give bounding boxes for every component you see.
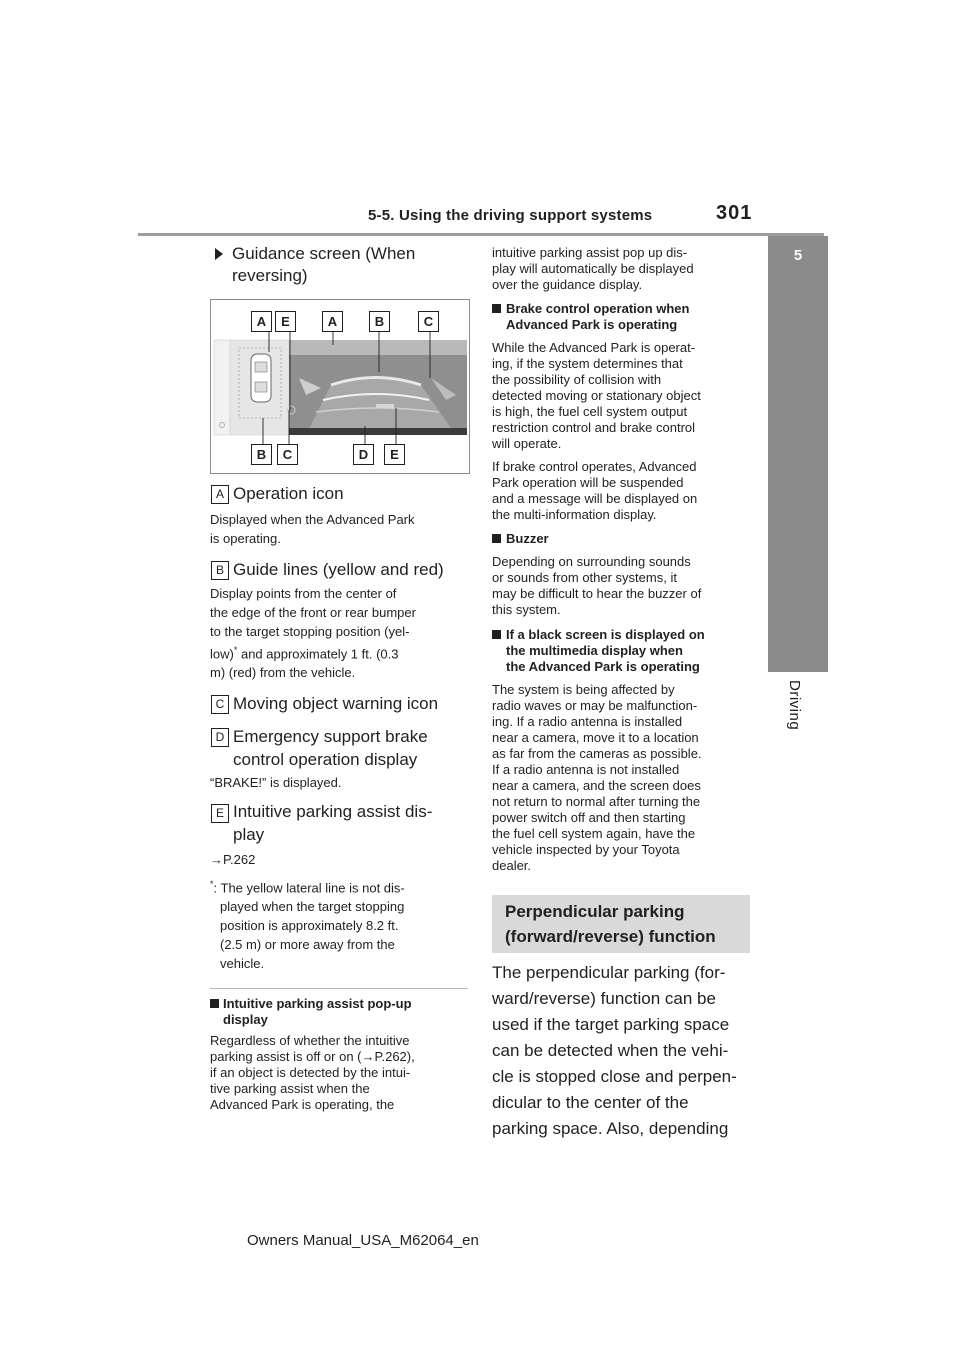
- triangle-bullet-icon: [215, 248, 223, 260]
- item-b-desc: Display points from the center of the edge of the front or rear bumper to the target stopping position (yel- low)* and approximately 1 ft. (0.3 m) (red) from the vehicle.: [210, 586, 416, 681]
- guidance-subheading: Guidance screen (When reversing): [232, 243, 415, 287]
- figure-label-c-1: C: [418, 311, 439, 332]
- chapter-number: 5: [793, 247, 803, 264]
- figure-label-a-1: A: [251, 311, 272, 332]
- chapter-label: Driving: [786, 680, 803, 731]
- square-bullet-icon: [492, 630, 501, 639]
- black-screen-heading: If a black screen is displayed on the multimedia display when the Advanced Park is operating: [492, 627, 705, 675]
- figure-label-e-2: E: [384, 444, 405, 465]
- item-b-label: Guide lines (yellow and red): [233, 560, 444, 579]
- chapter-tab: [768, 236, 828, 672]
- popup-paragraph-continued: intuitive parking assist pop up dis- play will automatically be displayed over the guidance display.: [492, 245, 694, 292]
- item-a-label: Operation icon: [233, 484, 344, 503]
- badge-a: A: [211, 485, 229, 504]
- black-screen-paragraph: The system is being affected by radio waves or may be malfunction- ing. If a radio antenna is installed near a camera, move it to a location as far from the cameras as possible. If a radio antenna is not installed near a camera, and the screen does not return to normal after turning the power switch off and then starting the fuel cell system again, have the vehicle inspected by your Toyota dealer.: [492, 682, 702, 873]
- brake-heading: Brake control operation when Advanced Park is operating: [492, 301, 689, 333]
- buzzer-paragraph: Depending on surrounding sounds or sounds from other systems, it may be difficult to hear the buzzer of this system.: [492, 554, 702, 617]
- square-bullet-icon: [210, 999, 219, 1008]
- brake-paragraph-2: If brake control operates, Advanced Park operation will be suspended and a message will be displayed on the multi-information display.: [492, 459, 698, 522]
- section-title: 5-5. Using the driving support systems: [368, 207, 653, 224]
- perpendicular-parking-heading-box: Perpendicular parking (forward/reverse) function: [492, 895, 750, 953]
- item-d-label: Emergency support brake control operation display: [233, 727, 428, 769]
- item-a-desc: Displayed when the Advanced Park is operating.: [210, 512, 415, 546]
- popup-heading: Intuitive parking assist pop-up display: [210, 996, 412, 1028]
- badge-d: D: [211, 728, 229, 747]
- figure-label-e-1: E: [275, 311, 296, 332]
- square-bullet-icon: [492, 304, 501, 313]
- item-e-label: Intuitive parking assist dis- play: [233, 802, 433, 844]
- item-c-label: Moving object warning icon: [233, 694, 439, 713]
- item-e-page-link[interactable]: →P.262: [210, 852, 256, 867]
- page-number: 301: [716, 202, 753, 224]
- badge-e: E: [211, 804, 229, 823]
- footer-manual-id: Owners Manual_USA_M62064_en: [247, 1232, 479, 1249]
- header-rule: [138, 233, 824, 236]
- buzzer-heading: Buzzer: [492, 531, 549, 547]
- figure-label-c-2: C: [277, 444, 298, 465]
- footnote: *: The yellow lateral line is not dis- played when the target stopping position is approximately 8.2 ft. (2.5 m) or more away from the vehicle.: [210, 879, 405, 972]
- divider: [210, 988, 468, 989]
- guidance-screen-figure: [210, 299, 470, 474]
- perpendicular-parking-paragraph: The perpendicular parking (for- ward/reverse) function can be used if the target parking space can be detected when the vehi- cle is stopped close and perpen- dicular to the center of the parking space. Also, depending: [492, 963, 737, 1138]
- badge-b: B: [211, 561, 229, 580]
- square-bullet-icon: [492, 534, 501, 543]
- brake-paragraph-1: While the Advanced Park is operat- ing, if the system determines that the possibility of collision with detected moving or stationary object is high, the fuel cell system output restriction control and brake control will operate.: [492, 340, 701, 451]
- figure-label-a-2: A: [322, 311, 343, 332]
- popup-paragraph: Regardless of whether the intuitive parking assist is off or on (→P.262), if an object is detected by the intui- tive parking assist when the Advanced Park is operating, the: [210, 1033, 415, 1112]
- figure-label-b-1: B: [369, 311, 390, 332]
- item-d-desc: “BRAKE!” is displayed.: [210, 775, 342, 790]
- figure-label-b-2: B: [251, 444, 272, 465]
- figure-label-d: D: [353, 444, 374, 465]
- badge-c: C: [211, 695, 229, 714]
